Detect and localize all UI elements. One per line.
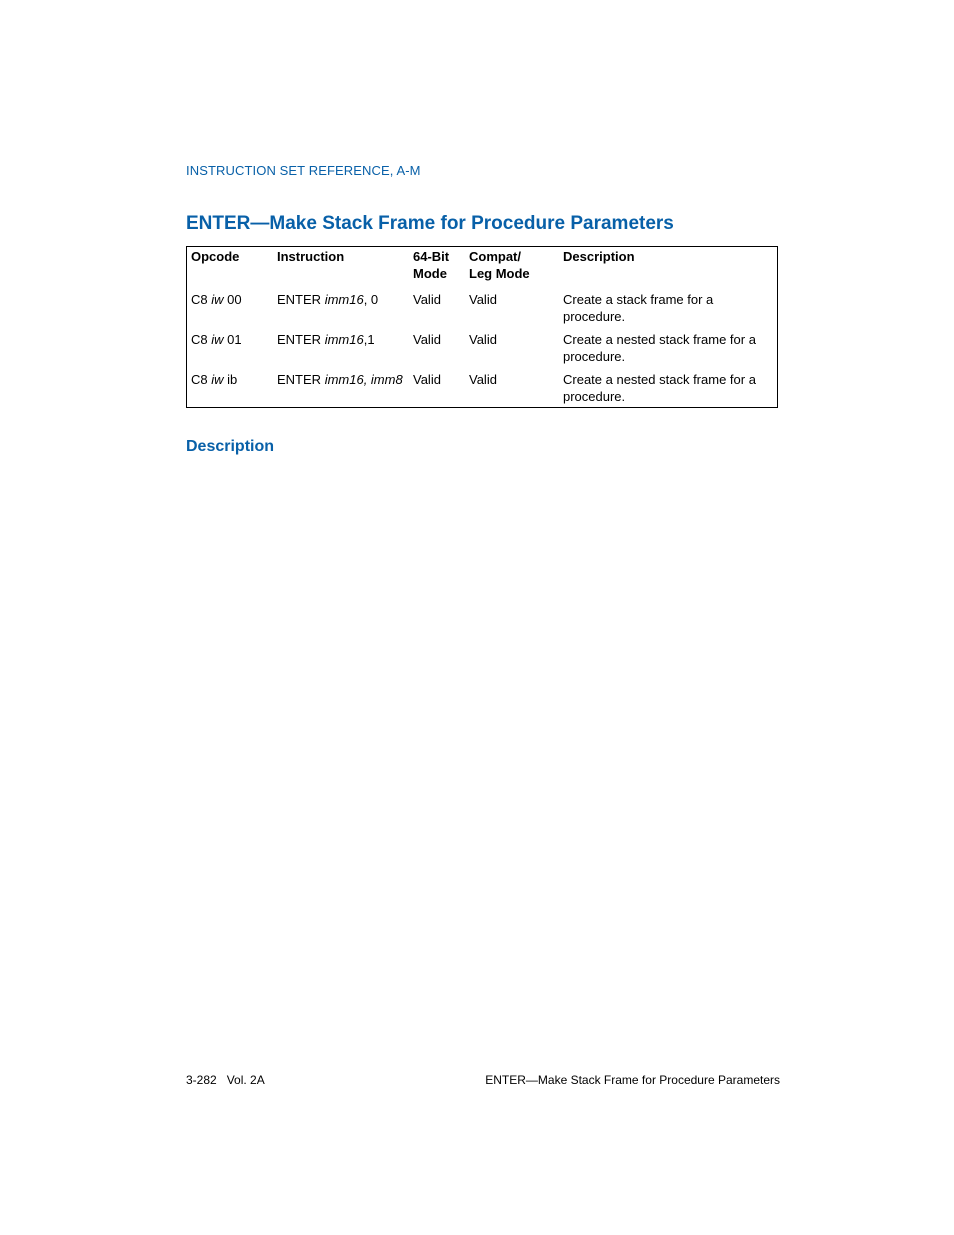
opcode-suffix: ib	[227, 372, 238, 387]
opcode-operand: iw	[211, 332, 224, 347]
cell-opcode	[187, 287, 274, 327]
header-64bit-mode	[409, 247, 465, 288]
header-64bit-line2: Mode	[413, 266, 447, 281]
instr-operand: imm16, imm8	[324, 372, 403, 387]
cell-opcode	[187, 327, 274, 367]
opcode-prefix: C8	[191, 292, 208, 307]
cell-description: Create a nested stack frame for a procedure.	[563, 332, 756, 364]
header-instruction: Instruction	[277, 249, 345, 264]
opcode-operand: iw	[211, 372, 224, 387]
cell-instruction	[273, 327, 409, 367]
section-title: ENTER—Make Stack Frame for Procedure Parameters	[186, 213, 674, 234]
header-64bit-line1: 64-Bit	[413, 249, 450, 264]
instr-mnemonic: ENTER	[277, 292, 322, 307]
cell-opcode	[187, 367, 274, 408]
page-number: 3-282	[186, 1073, 217, 1087]
instr-suffix: , 0	[363, 292, 379, 307]
cell-compat: Valid	[469, 292, 497, 307]
table-header-row	[187, 247, 778, 288]
cell-64bit: Valid	[413, 292, 441, 307]
cell-compat: Valid	[469, 372, 497, 387]
instr-mnemonic: ENTER	[277, 332, 322, 347]
header-compat-mode	[465, 247, 559, 288]
cell-64bit: Valid	[413, 372, 441, 387]
table-row	[187, 287, 778, 327]
page-footer-left	[186, 1073, 265, 1087]
instr-operand: imm16	[324, 332, 364, 347]
cell-instruction	[273, 287, 409, 327]
table-row	[187, 327, 778, 367]
header-description: Description	[563, 249, 635, 264]
header-opcode: Opcode	[191, 249, 240, 264]
cell-instruction	[273, 367, 409, 408]
cell-description: Create a nested stack frame for a procedure.	[563, 372, 756, 404]
header-compat-line1: Compat/	[469, 249, 521, 264]
page-footer-title: ENTER—Make Stack Frame for Procedure Parameters	[485, 1073, 780, 1087]
cell-64bit: Valid	[413, 332, 441, 347]
cell-compat: Valid	[469, 332, 497, 347]
volume-label: Vol. 2A	[226, 1073, 265, 1087]
opcode-prefix: C8	[191, 372, 208, 387]
opcode-table	[186, 246, 778, 408]
opcode-operand: iw	[211, 292, 224, 307]
instr-operand: imm16	[324, 292, 364, 307]
description-heading: Description	[186, 438, 275, 455]
table-row	[187, 367, 778, 408]
header-compat-line2: Leg Mode	[469, 266, 530, 281]
instr-suffix: ,1	[363, 332, 375, 347]
opcode-prefix: C8	[191, 332, 208, 347]
cell-description: Create a stack frame for a procedure.	[563, 292, 714, 324]
opcode-suffix: 01	[227, 332, 242, 347]
opcode-suffix: 00	[227, 292, 242, 307]
running-header: INSTRUCTION SET REFERENCE, A-M	[186, 163, 421, 178]
instr-mnemonic: ENTER	[277, 372, 322, 387]
